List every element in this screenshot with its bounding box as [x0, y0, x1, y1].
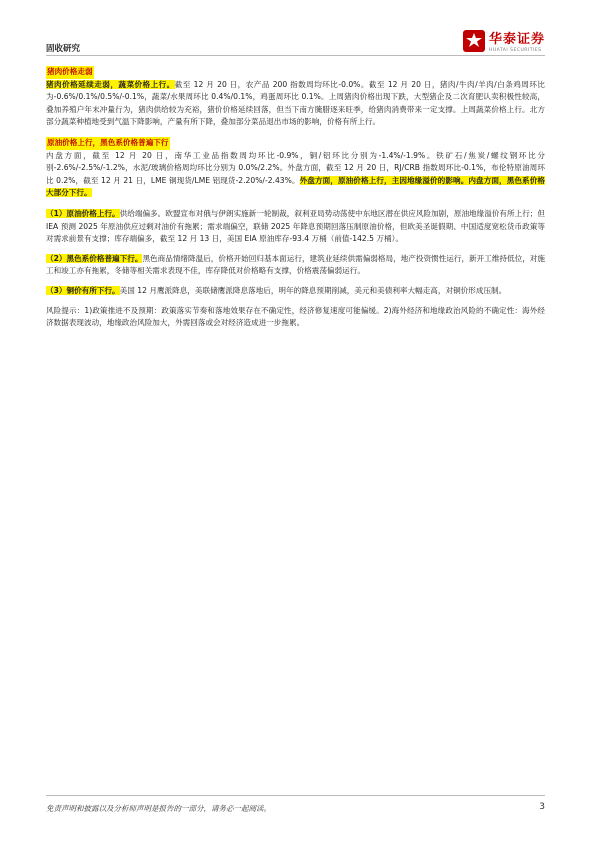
brand-logo: [463, 28, 545, 53]
point-body: 美国 12 月鹰派降息，美联储鹰派降息落地后，明年的降息预期削减，美元和美债利率大幅走高，对铜价形成压制。: [119, 285, 507, 295]
paragraph-oil: [46, 150, 545, 200]
pork-body: 截至 12 月 20 日，农产品 200 指数周均环比-0.0%。截至 12 月 20 日，猪肉/牛肉/羊肉/白条鸡周环比为-0.6%/0.1%/0.5%/-0.1%，蔬菜/水果周环比 0.4%/0.1%，鸡蛋周环比 0.1%。上周猪肉价格出现下跌，大型猪企及二次育肥认卖积极性较高，叠加养殖户年末冲量行为，猪肉供给较为充裕，猪价价格延续回落，但当下南方腌腊逐来旺季，给猪肉消费带来一定支撑。上周蔬菜价格上行。北方部分蔬菜种植地受到气温下降影响，产量有所下降，叠加部分菜品退出市场的影响，价格有所上行。: [46, 79, 545, 127]
page-number: 3: [539, 802, 545, 812]
risk-warning: 风险提示：1)政策推进不及预期：政策落实节奏和落地效果存在不确定性，经济修复速度可能偏缓。2)海外经济和地缘政治风险的不确定性：海外经济数据表现波动，地缘政治风险加大，外需回落或会对经济造成进一步拖累。: [46, 305, 545, 328]
header-divider: [46, 55, 545, 56]
oil-highlight: 外盘方面，原油价格上行，主因地缘溢价的影响。内盘方面，黑色系价格大部分下行。: [46, 175, 545, 198]
section-pork: [46, 66, 545, 129]
point-body: 供给端偏多。欧盟宣布对俄与伊朗实施新一轮制裁，叙利亚局势动荡使中东地区潜在供应风险加剧，原油地缘溢价有所上行；但 IEA 预测 2025 年原油供应过剩对油价有拖累；需求端偏空，联储 2025 年降息预期回落压制原油价格，但欧美圣诞假期、中国适度宽松货币政策等对需求前景有支撑；库存端偏多，截至 12 月 13 日，美国 EIA 原油库存-93.4 万桶（前值-142.5 万桶）。: [46, 208, 545, 244]
logo-name-en: HUATAI SECURITIES: [488, 48, 542, 53]
point-lead: （2）黑色系价格普遍下行。: [46, 253, 143, 263]
oil-body: 内盘方面，截至 12 月 20 日，南华工业品指数周均环比-0.9%，铜/铝环比分别为-1.4%/-1.9%。铁矿石/焦炭/螺纹钢环比分别-2.6%/-2.5%/-1.2%，水泥/玻璃价格周均环比分别为 0.0%/2.2%。外盘方面，截至 12 月 20 日，RJ/CRB 指数周环比-0.1%，布伦特原油周环比 0.2%，截至 12 月 21 日，LME 铜现货/LME 铝现货-2.20%/-2.43%。: [46, 150, 545, 185]
point-body: 黑色商品情绪降温后，价格开始回归基本面运行，建筑业延续供需偏弱格局，地产投资惯性运行，新开工维持低位，对施工和竣工亦有拖累，冬储等相关需求表现不佳，库存降低对价格略有支撑，价格震荡偏弱运行。: [46, 253, 545, 276]
footer-disclaimer: 免责声明和披露以及分析师声明是报告的一部分，请务必一起阅读。: [46, 804, 271, 813]
point-lead: （3）铜价有所下行。: [46, 285, 120, 295]
point-crude-oil: [46, 208, 545, 246]
footer-divider: [46, 795, 545, 796]
header-label: 固收研究: [46, 44, 81, 54]
huatai-logo-icon: [463, 30, 485, 52]
point-copper: [46, 285, 545, 298]
point-lead: （1）原油价格上行。: [46, 208, 120, 218]
paragraph-pork: [46, 79, 545, 129]
point-ferrous: [46, 253, 545, 278]
section-title-oil: 原油价格上行，黑色系价格普遍下行: [46, 137, 170, 150]
section-title-pork: 猪肉价格走弱: [46, 66, 94, 79]
pork-lead: 猪肉价格延续走弱，蔬菜价格上行。: [46, 79, 175, 89]
logo-name-cn: 华泰证券: [488, 32, 545, 47]
section-oil: [46, 137, 545, 200]
report-body: [46, 66, 545, 337]
